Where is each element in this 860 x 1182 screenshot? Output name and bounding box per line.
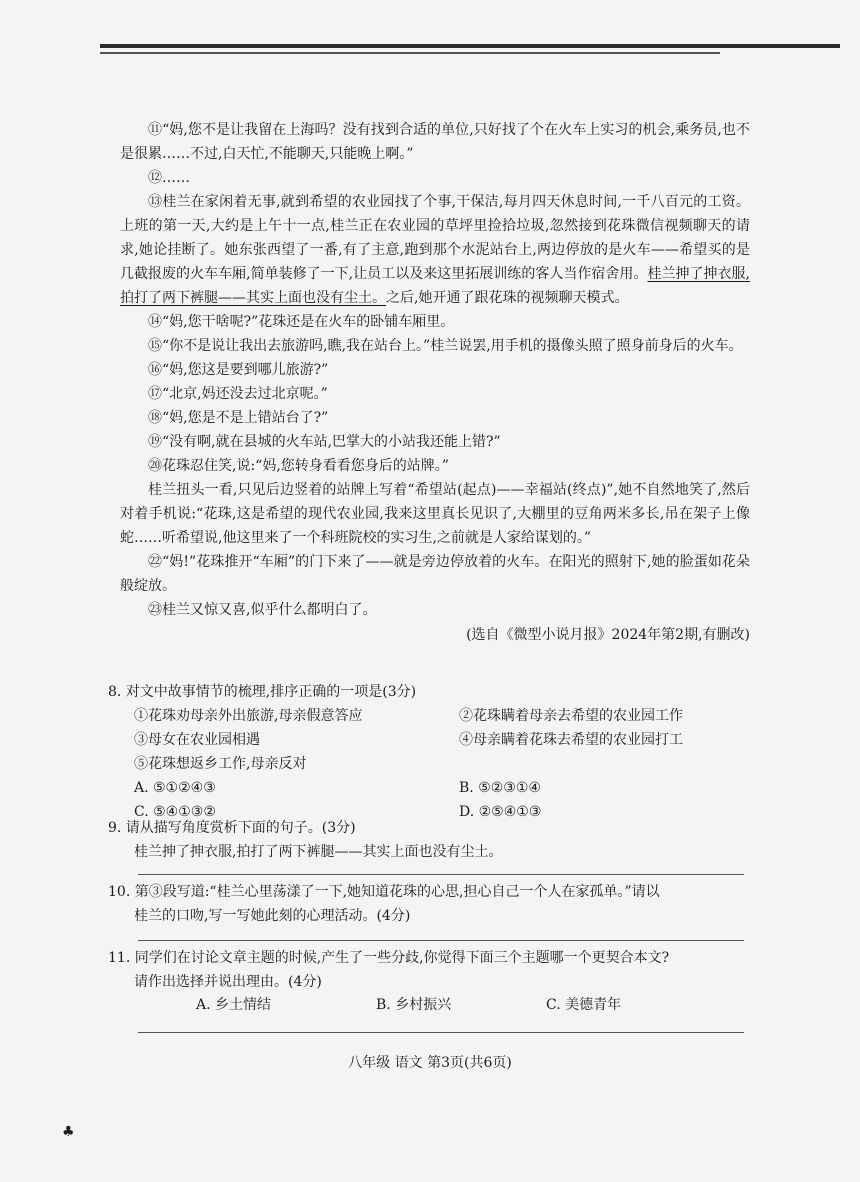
q8-item-1: ①花珠劝母亲外出旅游,母亲假意答应: [134, 708, 363, 724]
paragraph-14: ⑭“妈,您干啥呢?”花珠还是在火车的卧铺车厢里。: [148, 314, 455, 330]
question-11: [108, 946, 758, 1014]
paragraph-22: ㉒“妈!”花珠推开“车厢”的门下来了——就是旁边停放着的火车。在阳光的照射下,她的脸蛋如花朵般绽放。: [120, 554, 750, 594]
source-citation: (选自《微型小说月报》2024年第2期,有删改): [466, 627, 750, 643]
question-8: [108, 680, 758, 824]
paragraph-12: ⑫……: [148, 170, 190, 186]
q8-items: [108, 704, 758, 824]
q8-item-3: ③母女在农业园相遇: [134, 732, 260, 748]
q8-option-b[interactable]: B. ⑤②③①④: [459, 780, 541, 796]
paragraph-11: ⑪“妈,您不是让我留在上海吗？没有找到合适的单位,只好找了个在火车上实习的机会,乘务员,也不是很累……不过,白天忙,不能聊天,只能晚上啊。”: [120, 122, 750, 162]
q8-item-2: ②花珠瞒着母亲去希望的农业园工作: [459, 708, 683, 724]
paragraph-16: ⑯“妈,您这是要到哪儿旅游?”: [148, 362, 329, 378]
q9-stem: 9. 请从描写角度赏析下面的句子。(3分): [108, 820, 356, 836]
q11-answer-line[interactable]: [138, 1032, 744, 1033]
story-text: [120, 118, 750, 648]
paragraph-21: 桂兰扭头一看,只见后边竖着的站牌上写着“希望站(起点)——幸福站(终点)”,她不自然地笑了,然后对着手机说:“花珠,这是希望的现代农业园,我来这里真长见识了,大棚里的豆角两米多长,吊在架子上像蛇……听希望说,他这里来了一个科班院校的实习生,之前就是人家给谋划的。”: [120, 482, 750, 546]
q8-item-5: ⑤花珠想返乡工作,母亲反对: [134, 756, 307, 772]
q11-option-c[interactable]: C. 美德青年: [546, 997, 622, 1013]
q10-answer-line[interactable]: [138, 940, 744, 941]
q8-stem: 8. 对文中故事情节的梳理,排序正确的一项是(3分): [108, 684, 417, 700]
q11-stem-line2: 请作出选择并说出理由。(4分): [134, 974, 322, 990]
q11-options: [108, 994, 758, 1014]
q10-stem-line2: 桂兰的口吻,写一写她此刻的心理活动。(4分): [134, 908, 411, 924]
paragraph-13-part1: ⑬桂兰在家闲着无事,就到希望的农业园找了个事,干保洁,每月四天休息时间,一千八百元的工资。上班的第一天,大约是上午十一点,桂兰正在农业园的草坪里捡拾垃圾,忽然接到花珠微信视频聊天的请求,她论挂断了。她东张西望了一番,有了主意,跑到那个水泥站台上,两边停放的是火车——希望买的是几截报废的火车车厢,简单装修了一下,让员工以及来这里拓展训练的客人当作宿舍用。: [120, 194, 750, 282]
q8-option-a[interactable]: A. ⑤①②④③: [134, 780, 216, 796]
scan-mark-icon: ♣: [62, 1124, 75, 1140]
paragraph-13-part2: 之后,她开通了跟花珠的视频聊天模式。: [386, 290, 629, 306]
underlined-sentence: 桂兰抻了抻衣服,拍打了两下裤腿——其实上面也没有尘土。: [120, 266, 751, 306]
q10-stem-line1: 10. 第③段写道:“桂兰心里荡漾了一下,她知道花珠的心思,担心自己一个人在家孤单。”请以: [108, 884, 660, 900]
paragraph-20: ⑳花珠忍住笑,说:“妈,您转身看看您身后的站牌。”: [148, 458, 449, 474]
top-rule-secondary: [100, 52, 720, 54]
q11-option-a[interactable]: A. 乡土情结: [196, 997, 272, 1013]
question-9: [108, 816, 758, 864]
paragraph-18: ⑱“妈,您是不是上错站台了?”: [148, 410, 329, 426]
question-10: [108, 880, 758, 928]
q11-stem-line1: 11. 同学们在讨论文章主题的时候,产生了一些分歧,你觉得下面三个主题哪一个更契合本文?: [108, 950, 670, 966]
top-rule: [100, 44, 840, 48]
q8-option-d[interactable]: D. ②⑤④①③: [459, 804, 542, 820]
page-footer: 八年级 语文 第3页(共6页): [348, 1055, 512, 1071]
q8-option-c[interactable]: C. ⑤④①③②: [134, 804, 216, 820]
paragraph-23: ㉓桂兰又惊又喜,似乎什么都明白了。: [148, 602, 377, 618]
q9-sentence: 桂兰抻了抻衣服,拍打了两下裤腿——其实上面也没有尘土。: [134, 844, 503, 860]
paragraph-17: ⑰“北京,妈还没去过北京呢。”: [148, 386, 328, 402]
paragraph-13: [120, 190, 750, 310]
paragraph-15: ⑮“你不是说让我出去旅游吗,瞧,我在站台上。”桂兰说罢,用手机的摄像头照了照身前身后的火车。: [148, 338, 743, 354]
q8-item-4: ④母亲瞒着花珠去希望的农业园打工: [459, 732, 683, 748]
q11-option-b[interactable]: B. 乡村振兴: [376, 997, 452, 1013]
paragraph-19: ⑲“没有啊,就在县城的火车站,巴掌大的小站我还能上错?”: [148, 434, 501, 450]
q9-answer-line[interactable]: [138, 874, 744, 875]
